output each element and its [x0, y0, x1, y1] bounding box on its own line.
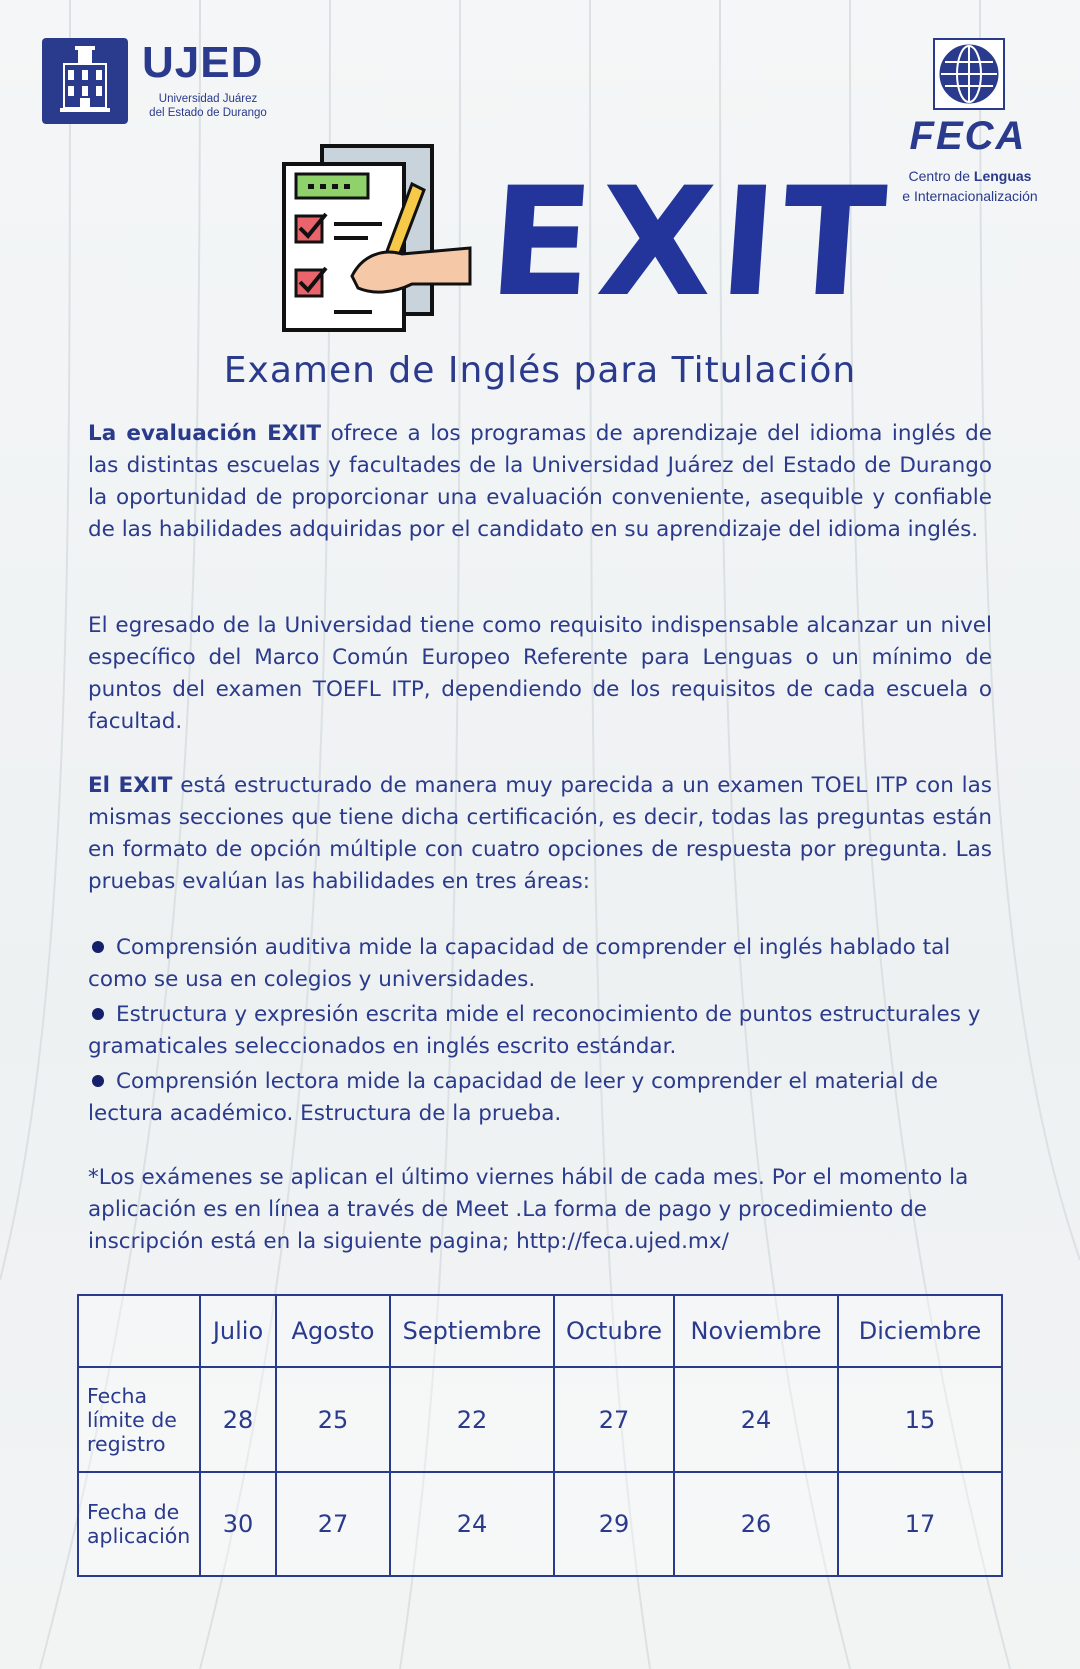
checklist-hand-pencil-icon	[282, 144, 472, 334]
exam-note: *Los exámenes se aplican el último viernes hábil de cada mes. Por el momento la aplicación es en línea a través de Meet .La forma de pago y procedimiento de inscripción está en la siguiente pagina; http://feca.ujed.mx/	[88, 1165, 969, 1254]
table-cell: 24	[674, 1367, 838, 1472]
table-cell: 24	[390, 1472, 554, 1576]
table-header-row	[78, 1295, 1002, 1367]
table-cell: 27	[276, 1472, 390, 1576]
table-cell: 29	[554, 1472, 674, 1576]
month-header: Julio	[200, 1295, 276, 1367]
list-item: Comprensión lectora mide la capacidad de leer y comprender el material de lectura académico. Estructura de la prueba.	[88, 1069, 938, 1126]
table-row	[78, 1472, 1002, 1576]
globe-icon	[933, 38, 1005, 110]
structure-paragraph: El EXIT está estructurado de manera muy parecida a un examen TOEL ITP con las mismas secciones que tiene dicha certificación, es decir, todas las preguntas están en formato de opción múltiple con cuatro opciones de respuesta por pregunta. Las pruebas evalúan las habilidades en tres áreas:	[88, 773, 992, 894]
row-label: Fecha límite de registro	[78, 1367, 200, 1472]
requirement-paragraph: El egresado de la Universidad tiene como requisito indispensable alcanzar un nivel específico del Marco Común Europeo Referente para Lenguas o un mínimo de puntos del examen TOEFL ITP, dependiendo de los requisitos de cada escuela o facultad.	[88, 613, 992, 734]
table-cell: 27	[554, 1367, 674, 1472]
table-cell: 28	[200, 1367, 276, 1472]
feca-logo	[880, 38, 1060, 208]
month-header: Noviembre	[674, 1295, 838, 1367]
table-cell: 30	[200, 1472, 276, 1576]
month-header: Octubre	[554, 1295, 674, 1367]
list-item: Estructura y expresión escrita mide el reconocimiento de puntos estructurales y gramaticales seleccionados en inglés escrito estándar.	[88, 1002, 981, 1059]
empty-header-cell	[78, 1295, 200, 1367]
skills-list	[88, 932, 992, 1133]
schedule-table	[77, 1294, 1003, 1577]
table-cell: 26	[674, 1472, 838, 1576]
feca-subtitle: Centro de Lenguas e Internacionalización	[902, 168, 1038, 204]
table-cell: 15	[838, 1367, 1002, 1472]
table-row	[78, 1367, 1002, 1472]
bullet-icon	[92, 1075, 104, 1087]
month-header: Agosto	[276, 1295, 390, 1367]
page-subtitle: Examen de Inglés para Titulación	[223, 350, 857, 391]
feca-title: FECA	[909, 114, 1027, 158]
ujed-title: UJED	[142, 38, 264, 87]
table-cell: 17	[838, 1472, 1002, 1576]
list-item: Comprensión auditiva mide la capacidad de comprender el inglés hablado tal como se usa en colegios y universidades.	[88, 935, 951, 992]
bullet-icon	[92, 1008, 104, 1020]
table-cell: 22	[390, 1367, 554, 1472]
table-cell: 25	[276, 1367, 390, 1472]
bullet-icon	[92, 941, 104, 953]
exit-title: EXIT	[483, 156, 897, 330]
ujed-logo	[42, 38, 272, 128]
intro-paragraph: La evaluación EXIT ofrece a los programas de aprendizaje del idioma inglés de las distintas escuelas y facultades de la Universidad Juárez del Estado de Durango la oportunidad de proporcionar una evaluación conveniente, asequible y confiable de las habilidades adquiridas por el candidato en su aprendizaje del idioma inglés.	[88, 421, 992, 542]
month-header: Diciembre	[838, 1295, 1002, 1367]
row-label: Fecha de aplicación	[78, 1472, 200, 1576]
ujed-building-icon	[42, 38, 128, 124]
month-header: Septiembre	[390, 1295, 554, 1367]
ujed-subtitle: Universidad Juárez del Estado de Durango	[149, 93, 267, 119]
